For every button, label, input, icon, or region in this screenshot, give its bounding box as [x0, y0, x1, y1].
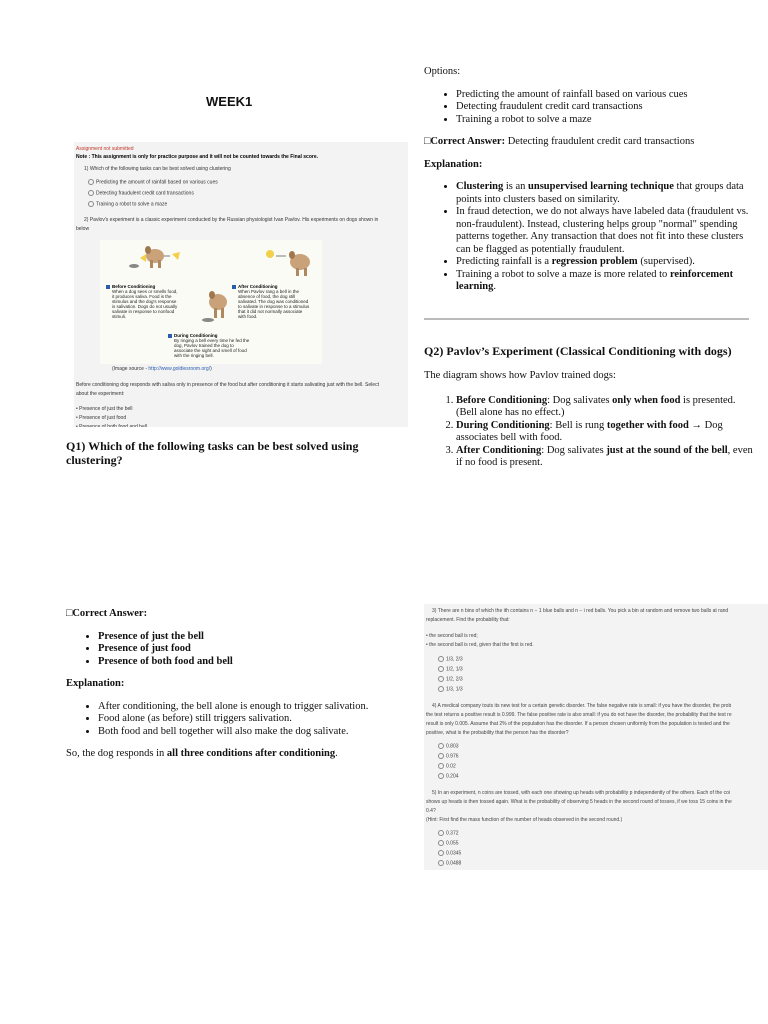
- list-item: 3. After Conditioning: Dog salivates just at the sound of the bell, even if no food is present.: [456, 445, 754, 470]
- diagram-during: During Conditioning By ringing a bell every time he fed the dog, Pavlov trained the dog to associate the sight and smell of food with the ringing bell.: [174, 333, 250, 358]
- q1-heading: Q1) Which of the following tasks can be best solved using clustering?: [66, 439, 359, 467]
- screenshot-q2-line: below: [76, 226, 90, 232]
- screenshot-q1-option: Predicting the amount of rainfall based on various cues: [88, 179, 218, 185]
- screenshot-q4-line: positive, what is the probability that the person has the disorder?: [426, 730, 569, 736]
- screenshot-q2-option: • Presence of just food: [76, 415, 127, 421]
- assignment-status: Assignment not submitted: [76, 146, 134, 152]
- radio-icon: [438, 840, 444, 846]
- radio-icon: [88, 201, 94, 207]
- checkbox-icon: □: [424, 136, 431, 147]
- assignment-screenshot-2: [424, 604, 768, 870]
- screenshot-q5-option: 0.0488: [438, 860, 461, 866]
- list-item: • Presence of just food: [98, 643, 406, 656]
- screenshot-q4-line: 4) A medical company touts its new test for a certain genetic disorder. The false negative rate is small: if you have the disorder, the prob: [432, 703, 732, 709]
- assignment-note: Note : This assignment is only for practice purpose and it will not be counted towards the Final score.: [76, 154, 318, 160]
- radio-icon: [88, 190, 94, 196]
- radio-icon: [438, 830, 444, 836]
- screenshot-q4-option: 0.803: [438, 743, 459, 749]
- radio-icon: [438, 753, 444, 759]
- diagram-after: After Conditioning When Pavlov rang a bell in the absence of food, the dog still salivated. The dog was conditioned to salivate in response to a stimulus that it did not normally associate with food.: [238, 284, 310, 319]
- screenshot-q2-line: about the experiment:: [76, 391, 125, 397]
- list-item: • Detecting fraudulent credit card transactions: [456, 101, 752, 114]
- q1-answer-section: [424, 66, 752, 304]
- q2-explanation-label: Explanation:: [66, 678, 125, 689]
- list-item: • Training a robot to solve a maze: [456, 114, 752, 127]
- radio-icon: [438, 666, 444, 672]
- radio-icon: [438, 686, 444, 692]
- screenshot-q5-line: shows up heads is then tossed again. What is the probability of observing 5 heads in the second round of tosses, if we toss 15 coins in the: [426, 799, 732, 805]
- screenshot-q2-option: • Presence of both food and bell: [76, 424, 147, 427]
- list-item: • Predicting the amount of rainfall based on various cues: [456, 89, 752, 102]
- screenshot-q3-line: • the second ball is red;: [426, 633, 478, 639]
- checkbox-icon: □: [66, 608, 73, 619]
- list-item: • In fraud detection, we do not always have labeled data (fraudulent vs. non-fraudulent). Instead, clustering helps group "normal" spending patterns together. Any transaction that does not fit into these clusters can be flagged as potentially fraudulent.: [456, 206, 752, 256]
- screenshot-q3-option: 1/2, 2/3: [438, 676, 463, 682]
- screenshot-q1-option: Detecting fraudulent credit card transactions: [88, 190, 194, 196]
- week-title: WEEK1: [206, 94, 253, 109]
- screenshot-q3-line: 3) There are n bins of which the ith contains n − 1 blue balls and n − i red balls. You pick a bin at random and remove two balls at rand: [432, 608, 729, 614]
- q2-correct-answer-label: □Correct Answer:: [66, 608, 148, 619]
- q2-explanation-list: [66, 701, 406, 739]
- screenshot-q4-option: 0.02: [438, 763, 456, 769]
- screenshot-q5-line: 0.4?: [426, 808, 436, 814]
- diagram-before: Before Conditioning When a dog sees or smells food, it produces saliva. Food is the stimulus and the dog's response is salivation. Dogs do not usually salivate in response to nonfood stimuli.: [112, 284, 178, 319]
- screenshot-q3-option: 1/2, 1/3: [438, 666, 463, 672]
- section-divider: [424, 318, 749, 320]
- screenshot-q5-line: (Hint: First find the mass function of the number of heads observed in the second round.): [426, 817, 623, 823]
- q2-body: [424, 370, 754, 480]
- screenshot-q1-option: Training a robot to solve a maze: [88, 201, 167, 207]
- image-source-link[interactable]: http://www.goldiesroom.org/: [148, 366, 211, 372]
- list-item: 1. Before Conditioning: Dog salivates only when food is presented. (Bell alone has no effect.): [456, 395, 754, 420]
- screenshot-q3-option: 1/3, 2/3: [438, 656, 463, 662]
- options-list: [424, 89, 752, 127]
- radio-icon: [438, 656, 444, 662]
- assignment-screenshot-1: [74, 142, 408, 427]
- screenshot-q4-option: 0.204: [438, 773, 459, 779]
- pavlov-diagram: [100, 240, 322, 364]
- list-item: • Training a robot to solve a maze is more related to reinforcement learning.: [456, 269, 752, 294]
- radio-icon: [438, 743, 444, 749]
- list-item: • Clustering is an unsupervised learning technique that groups data points into clusters based on similarity.: [456, 181, 752, 206]
- screenshot-q4-line: the test returns a positive result is 0.999. The false positive rate is also small: if you do not have the disorder, the probability that the test re: [426, 712, 732, 718]
- list-item: • After conditioning, the bell alone is enough to trigger salivation.: [98, 701, 406, 714]
- screenshot-q3-line: replacement. Find the probability that:: [426, 617, 510, 623]
- screenshot-q4-option: 0.976: [438, 753, 459, 759]
- q1-correct-answer: □Correct Answer: Detecting fraudulent credit card transactions: [424, 136, 695, 147]
- radio-icon: [438, 763, 444, 769]
- screenshot-q5-option: 0.372: [438, 830, 459, 836]
- screenshot-q4-line: result is only 0.005. Assume that 2% of the population has the disorder. If a person chosen uniformly from the population is tested and the: [426, 721, 730, 727]
- screenshot-q2-option: • Presence of just the bell: [76, 406, 133, 412]
- list-item: • Presence of just the bell: [98, 631, 406, 644]
- q2-answer-section: [66, 608, 406, 761]
- q2-conclusion: So, the dog responds in all three conditions after conditioning.: [66, 748, 338, 759]
- list-item: • Predicting rainfall is a regression problem (supervised).: [456, 256, 752, 269]
- radio-icon: [438, 676, 444, 682]
- list-item: • Both food and bell together will also make the dog salivate.: [98, 726, 406, 739]
- screenshot-q1: 1) Which of the following tasks can be best solved using clustering: [84, 166, 231, 172]
- q2-steps-list: [424, 395, 754, 470]
- screenshot-q3-line: • the second ball is red, given that the first is red.: [426, 642, 534, 648]
- radio-icon: [88, 179, 94, 185]
- screenshot-q2-line: 2) Pavlov's experiment is a classic experiment conducted by the Russian physiologist Ivan Pavlov. His experiments on dogs shown in: [84, 217, 379, 223]
- radio-icon: [438, 850, 444, 856]
- screenshot-q5-option: 0.055: [438, 840, 459, 846]
- list-item: • Presence of both food and bell: [98, 656, 406, 669]
- image-source: (Image source - http://www.goldiesroom.org/): [112, 366, 212, 372]
- q2-heading: Q2) Pavlov’s Experiment (Classical Conditioning with dogs): [424, 344, 732, 358]
- list-item: • Food alone (as before) still triggers salivation.: [98, 713, 406, 726]
- q2-correct-list: [66, 631, 406, 669]
- q1-explanation-list: [424, 181, 752, 294]
- options-label: Options:: [424, 66, 461, 77]
- screenshot-q3-option: 1/3, 1/3: [438, 686, 463, 692]
- q1-explanation-label: Explanation:: [424, 158, 483, 170]
- q2-intro: The diagram shows how Pavlov trained dogs:: [424, 370, 616, 381]
- screenshot-q5-line: 5) In an experiment, n coins are tossed, with each one showing up heads with probability p independently of the others. Each of the coi: [432, 790, 730, 796]
- screenshot-q5-option: 0.0345: [438, 850, 461, 856]
- radio-icon: [438, 773, 444, 779]
- list-item: 2. During Conditioning: Bell is rung together with food → Dog associates bell with food.: [456, 420, 754, 445]
- radio-icon: [438, 860, 444, 866]
- screenshot-q2-line: Before conditioning dog responds with saliva only in presence of the food but after conditioning it starts salivating just with the bell. Select: [76, 382, 379, 388]
